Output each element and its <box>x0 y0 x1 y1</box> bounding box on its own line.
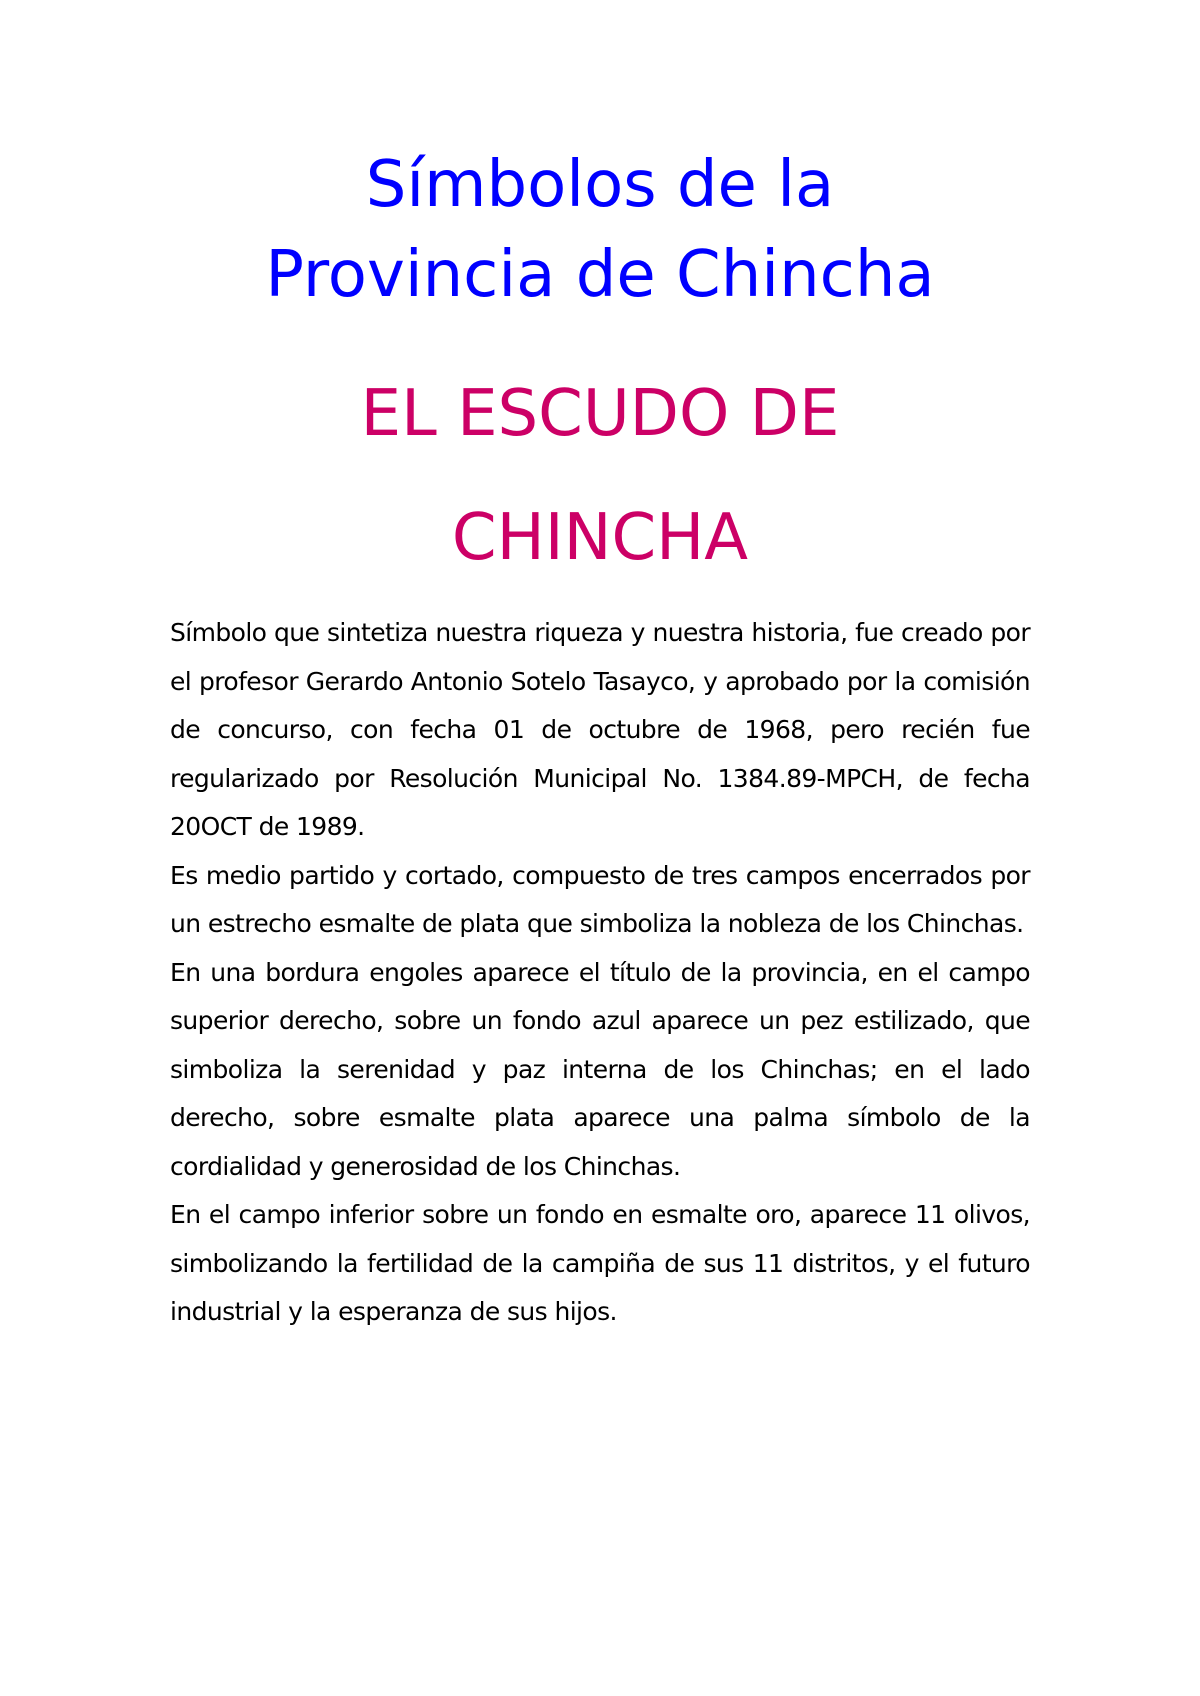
heading-line-1: EL ESCUDO DE <box>360 377 840 451</box>
title-line-2: Provincia de Chincha <box>265 238 935 312</box>
body-text <box>170 609 1030 1337</box>
paragraph-lower-field: En el campo inferior sobre un fondo en esmalte oro, aparece 11 olivos, simbolizando la fertilidad de la campiña de sus 11 distritos, y el futuro industrial y la esperanza de sus hijos. <box>170 1200 1030 1326</box>
paragraph-origin: Símbolo que sintetiza nuestra riqueza y nuestra historia, fue creado por el profesor Gerardo Antonio Sotelo Tasayco, y aprobado por la comisión de concurso, con fecha 01 de octubre de 1968, pero recién fue regularizado por Resolución Municipal No. 1384.89-MPCH, de fecha 20OCT de 1989. <box>170 618 1030 841</box>
paragraph-composition: Es medio partido y cortado, compuesto de tres campos encerrados por un estrecho esmalte de plata que simboliza la nobleza de los Chinchas. <box>170 860 1030 938</box>
section-heading <box>0 352 1200 600</box>
title-line-1: Símbolos de la <box>365 148 835 222</box>
document-title <box>0 140 1200 320</box>
paragraph-upper-fields: En una bordura engoles aparece el título de la provincia, en el campo superior derecho, sobre un fondo azul aparece un pez estilizado, que simboliza la serenidad y paz interna de los Chinchas; en el lado derecho, sobre esmalte plata aparece una palma símbolo de la cordialidad y generosidad de los Chinchas. <box>170 957 1030 1181</box>
heading-line-2: CHINCHA <box>451 501 749 575</box>
